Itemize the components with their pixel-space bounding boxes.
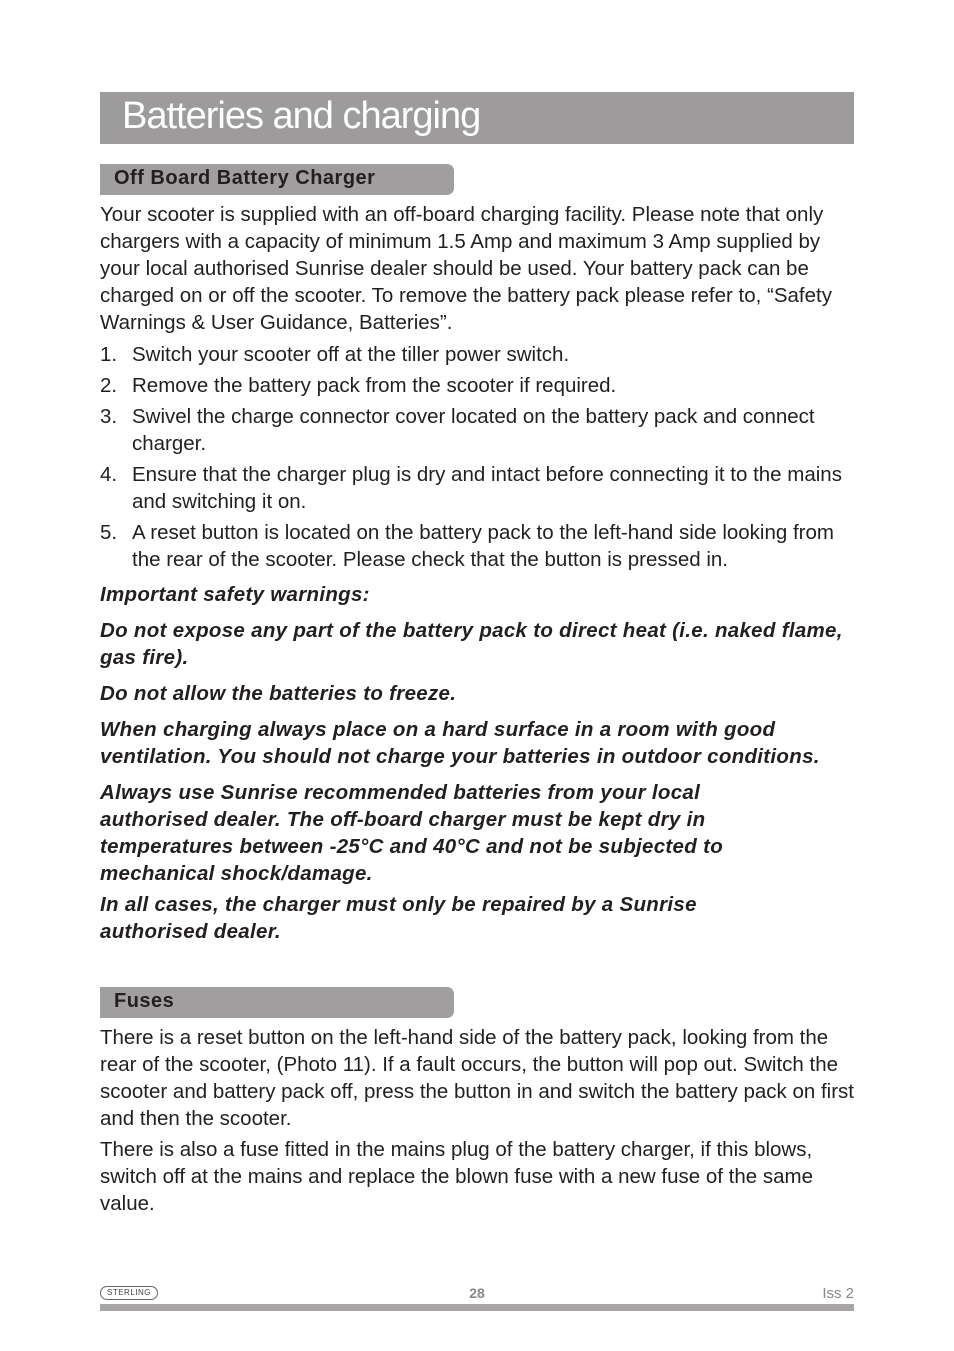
warning-item: Do not allow the batteries to freeze. [100,682,457,705]
list-item [100,403,856,457]
step-text: Swivel the charge connector cover located on the battery pack and connect charger. [132,405,815,455]
title-bar [100,92,854,144]
fuses-paragraph: There is a reset button on the left-hand side of the battery pack, looking from the rear of the scooter, (Photo 11). If a fault occurs, the button will pop out. Switch the scooter and battery pack off, press the button in and switch the battery pack on first and then the scooter. [100,1026,854,1130]
section-heading-text: Off Board Battery Charger [114,167,376,189]
warnings-heading: Important safety warnings: [100,583,370,606]
list-item [100,519,856,573]
step-text: Ensure that the charger plug is dry and intact before connecting it to the mains and switching it on. [132,463,842,513]
page-title: Batteries and charging [122,95,481,137]
warning-item: When charging always place on a hard surface in a room with good ventilation. You should not charge your batteries in outdoor conditions. [100,718,820,768]
step-number: 4. [100,463,118,486]
list-item [100,372,856,399]
step-number: 3. [100,405,118,428]
page-number: 28 [469,1285,485,1301]
safety-warnings [100,581,856,945]
step-number: 2. [100,374,118,397]
step-text: Switch your scooter off at the tiller power switch. [132,343,570,366]
list-item [100,341,856,368]
warning-item: Always use Sunrise recommended batteries from your local authorised dealer. The off-board charger must be kept dry in temperatures between -25°C and 40°C and not be subjected to mechanical shock/damage. [100,781,724,885]
list-item [100,461,856,515]
step-number: 5. [100,521,118,544]
step-number: 1. [100,343,118,366]
steps-list [100,341,856,573]
footer-divider [100,1304,854,1311]
charger-section-body [100,201,856,954]
section-heading-fuses [100,987,454,1018]
warning-item: In all cases, the charger must only be repaired by a Sunrise authorised dealer. [100,893,697,943]
section-heading-text: Fuses [114,990,175,1012]
step-text: Remove the battery pack from the scooter if required. [132,374,617,397]
warning-item: Do not expose any part of the battery pack to direct heat (i.e. naked flame, gas fire). [100,619,843,669]
fuses-paragraph: There is also a fuse fitted in the mains plug of the battery charger, if this blows, switch off at the mains and replace the blown fuse with a new fuse of the same value. [100,1138,813,1215]
intro-paragraph: Your scooter is supplied with an off-board charging facility. Please note that only chargers with a capacity of minimum 1.5 Amp and maximum 3 Amp supplied by your local authorised Sunrise dealer should be used. Your battery pack can be charged on or off the scooter. To remove the battery pack please refer to, “Safety Warnings & User Guidance, Batteries”. [100,203,832,334]
issue-label: Iss 2 [822,1285,854,1302]
section-heading-charger [100,164,454,195]
step-text: A reset button is located on the battery pack to the left-hand side looking from the rear of the scooter. Please check that the button is pressed in. [132,521,834,571]
brand-logo: STERLING [100,1286,158,1300]
fuses-section-body [100,1024,856,1217]
